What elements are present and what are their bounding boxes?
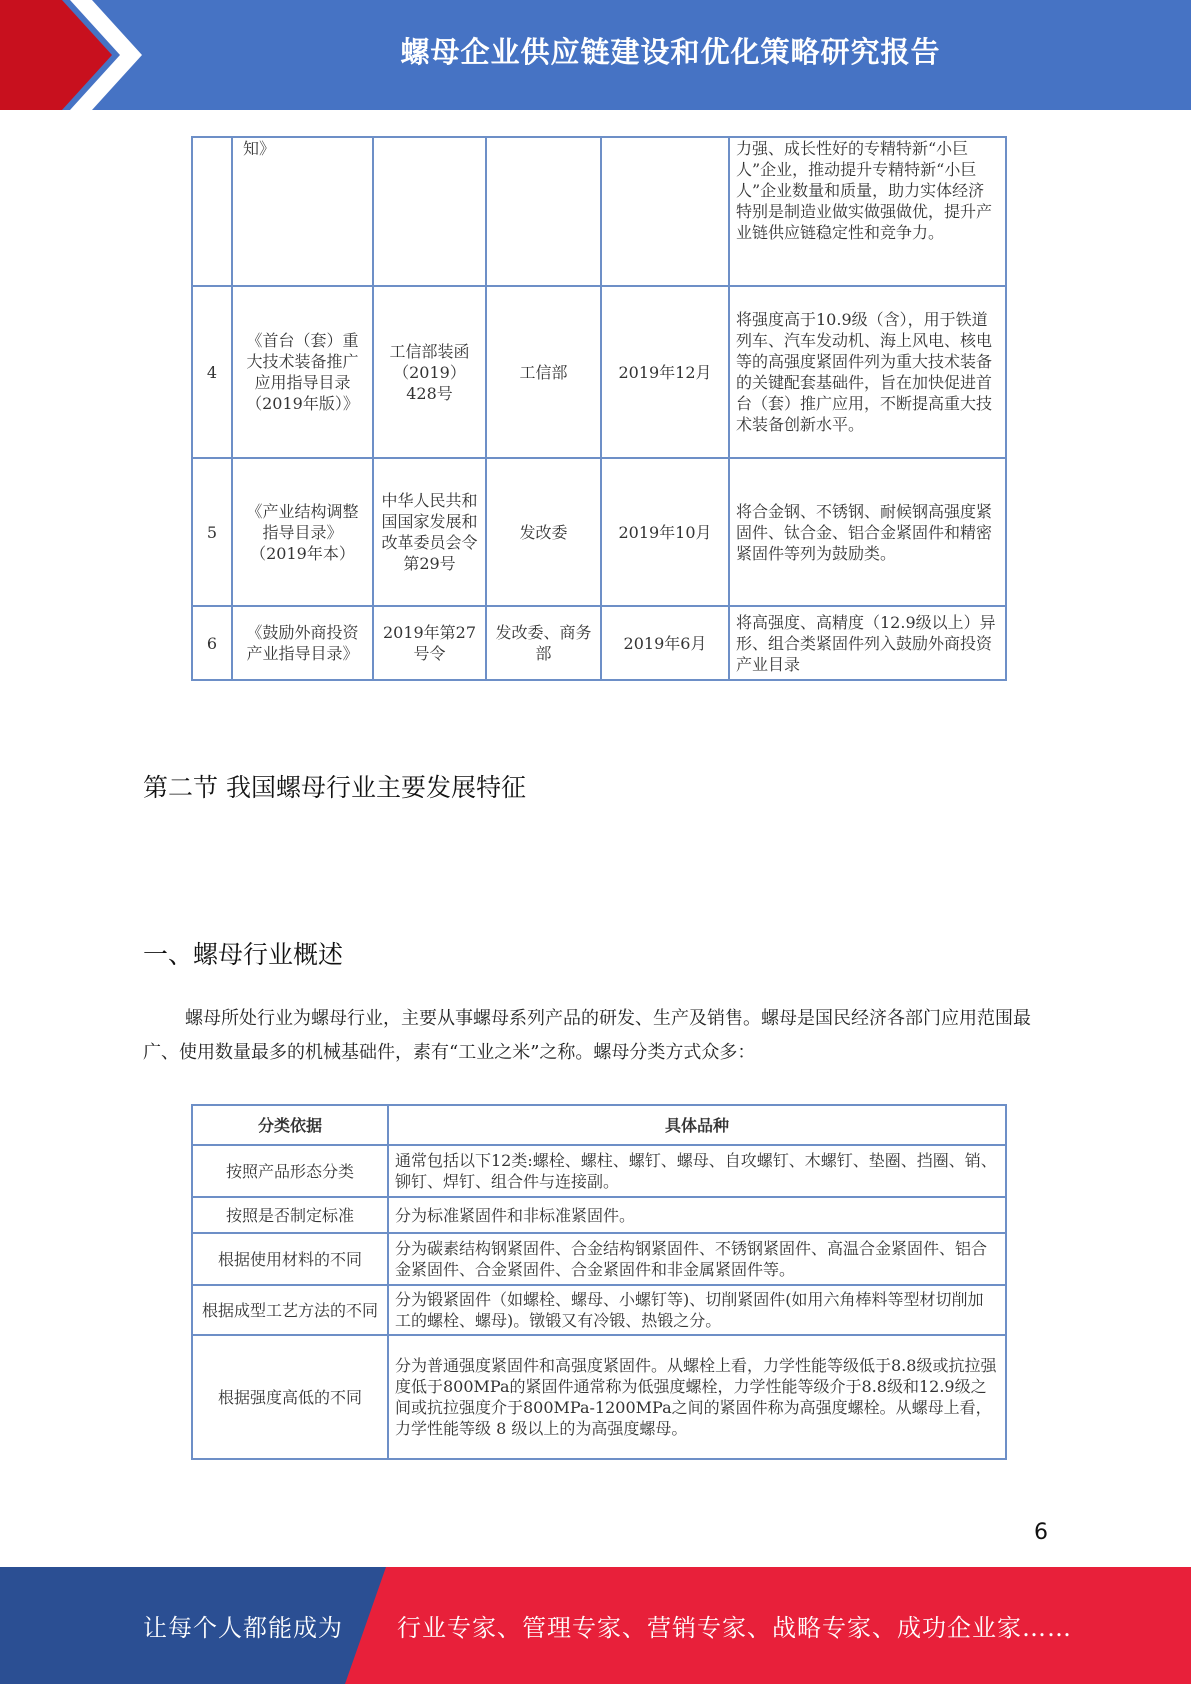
- chevron-logo-icon: [0, 0, 150, 110]
- intro-paragraph: 螺母所处行业为螺母行业，主要从事螺母系列产品的研发、生产及销售。螺母是国民经济各部门应用范围最广、使用数量最多的机械基础件，素有“工业之米”之称。螺母分类方式众多：: [143, 1008, 1031, 1063]
- classification-detail: 分为锻紧固件（如螺栓、螺母、小螺钉等)、切削紧固件(如用六角棒料等型材切削加工的螺栓、螺母)。镦锻又有冷锻、热锻之分。: [388, 1285, 1006, 1335]
- policy-content: 将高强度、高精度（12.9级以上）异形、组合类紧固件列入鼓励外商投资产业目录: [729, 606, 1006, 680]
- row-no: [192, 137, 232, 286]
- classification-basis: 按照是否制定标准: [192, 1197, 388, 1233]
- page-footer: [0, 1567, 1191, 1684]
- footer-slogan-right: 行业专家、管理专家、营销专家、战略专家、成功企业家……: [397, 1614, 1072, 1642]
- policy-name: 《产业结构调整指导目录》（2019年本）: [232, 458, 373, 606]
- classification-basis: 根据使用材料的不同: [192, 1233, 388, 1285]
- policy-date: [601, 137, 729, 286]
- section-heading: 第二节 我国螺母行业主要发展特征: [143, 773, 526, 802]
- row-no: 5: [192, 458, 232, 606]
- policy-date: 2019年6月: [601, 606, 729, 680]
- column-header: 具体品种: [388, 1105, 1006, 1145]
- column-header: 分类依据: [192, 1105, 388, 1145]
- page-header: [0, 0, 1191, 110]
- table-row: [192, 1285, 1006, 1335]
- policy-doc: [373, 137, 486, 286]
- policy-dept: [486, 137, 601, 286]
- classification-detail: 分为普通强度紧固件和高强度紧固件。从螺栓上看，力学性能等级低于8.8级或抗拉强度低于800MPa的紧固件通常称为低强度螺栓，力学性能等级介于8.8级和12.9级之间或抗拉强度介于800MPa-1200MPa之间的紧固件称为高强度螺栓。从螺母上看，力学性能等级 8 级以上的为高强度螺母。: [388, 1335, 1006, 1459]
- table-row: [192, 458, 1006, 606]
- classification-basis: 根据强度高低的不同: [192, 1335, 388, 1459]
- classification-detail: 分为标准紧固件和非标准紧固件。: [388, 1197, 1006, 1233]
- policy-name: 知》: [232, 137, 373, 286]
- table-row: [192, 137, 1006, 286]
- policy-content: 将合金钢、不锈钢、耐候钢高强度紧固件、钛合金、铝合金紧固件和精密紧固件等列为鼓励类。: [729, 458, 1006, 606]
- policy-date: 2019年10月: [601, 458, 729, 606]
- table-row: [192, 1335, 1006, 1459]
- table-row: [192, 286, 1006, 458]
- table-row: [192, 1233, 1006, 1285]
- report-title: 螺母企业供应链建设和优化策略研究报告: [400, 34, 941, 69]
- policy-name: 《鼓励外商投资产业指导目录》: [232, 606, 373, 680]
- table-row: [192, 1145, 1006, 1197]
- table-row: [192, 1197, 1006, 1233]
- classification-basis: 根据成型工艺方法的不同: [192, 1285, 388, 1335]
- policy-doc: 中华人民共和国国家发展和改革委员会令第29号: [373, 458, 486, 606]
- row-no: 6: [192, 606, 232, 680]
- page-number: 6: [1034, 1520, 1048, 1545]
- policy-content: 将强度高于10.9级（含），用于铁道列车、汽车发动机、海上风电、核电等的高强度紧固件列为重大技术装备的关键配套基础件，旨在加快促进首台（套）推广应用，不断提高重大技术装备创新水平。: [729, 286, 1006, 458]
- footer-slogan-left: 让每个人都能成为: [143, 1614, 343, 1642]
- policy-doc: 2019年第27号令: [373, 606, 486, 680]
- policy-dept: 发改委: [486, 458, 601, 606]
- policy-doc: 工信部装函（2019）428号: [373, 286, 486, 458]
- classification-table: [191, 1104, 1007, 1460]
- policy-dept: 工信部: [486, 286, 601, 458]
- policy-table: [191, 136, 1007, 681]
- policy-content: 力强、成长性好的专精特新“小巨人”企业，推动提升专精特新“小巨人”企业数量和质量，助力实体经济特别是制造业做实做强做优，提升产业链供应链稳定性和竞争力。: [729, 137, 1006, 286]
- classification-basis: 按照产品形态分类: [192, 1145, 388, 1197]
- classification-detail: 通常包括以下12类:螺栓、螺柱、螺钉、螺母、自攻螺钉、木螺钉、垫圈、挡圈、销、铆钉、焊钉、组合件与连接副。: [388, 1145, 1006, 1197]
- policy-dept: 发改委、商务部: [486, 606, 601, 680]
- policy-date: 2019年12月: [601, 286, 729, 458]
- classification-detail: 分为碳素结构钢紧固件、合金结构钢紧固件、不锈钢紧固件、高温合金紧固件、铝合金紧固件、合金紧固件、合金紧固件和非金属紧固件等。: [388, 1233, 1006, 1285]
- policy-name: 《首台（套）重大技术装备推广应用指导目录（2019年版）》: [232, 286, 373, 458]
- table-row: [192, 606, 1006, 680]
- subsection-heading: 一、螺母行业概述: [143, 940, 344, 969]
- row-no: 4: [192, 286, 232, 458]
- table-header-row: [192, 1105, 1006, 1145]
